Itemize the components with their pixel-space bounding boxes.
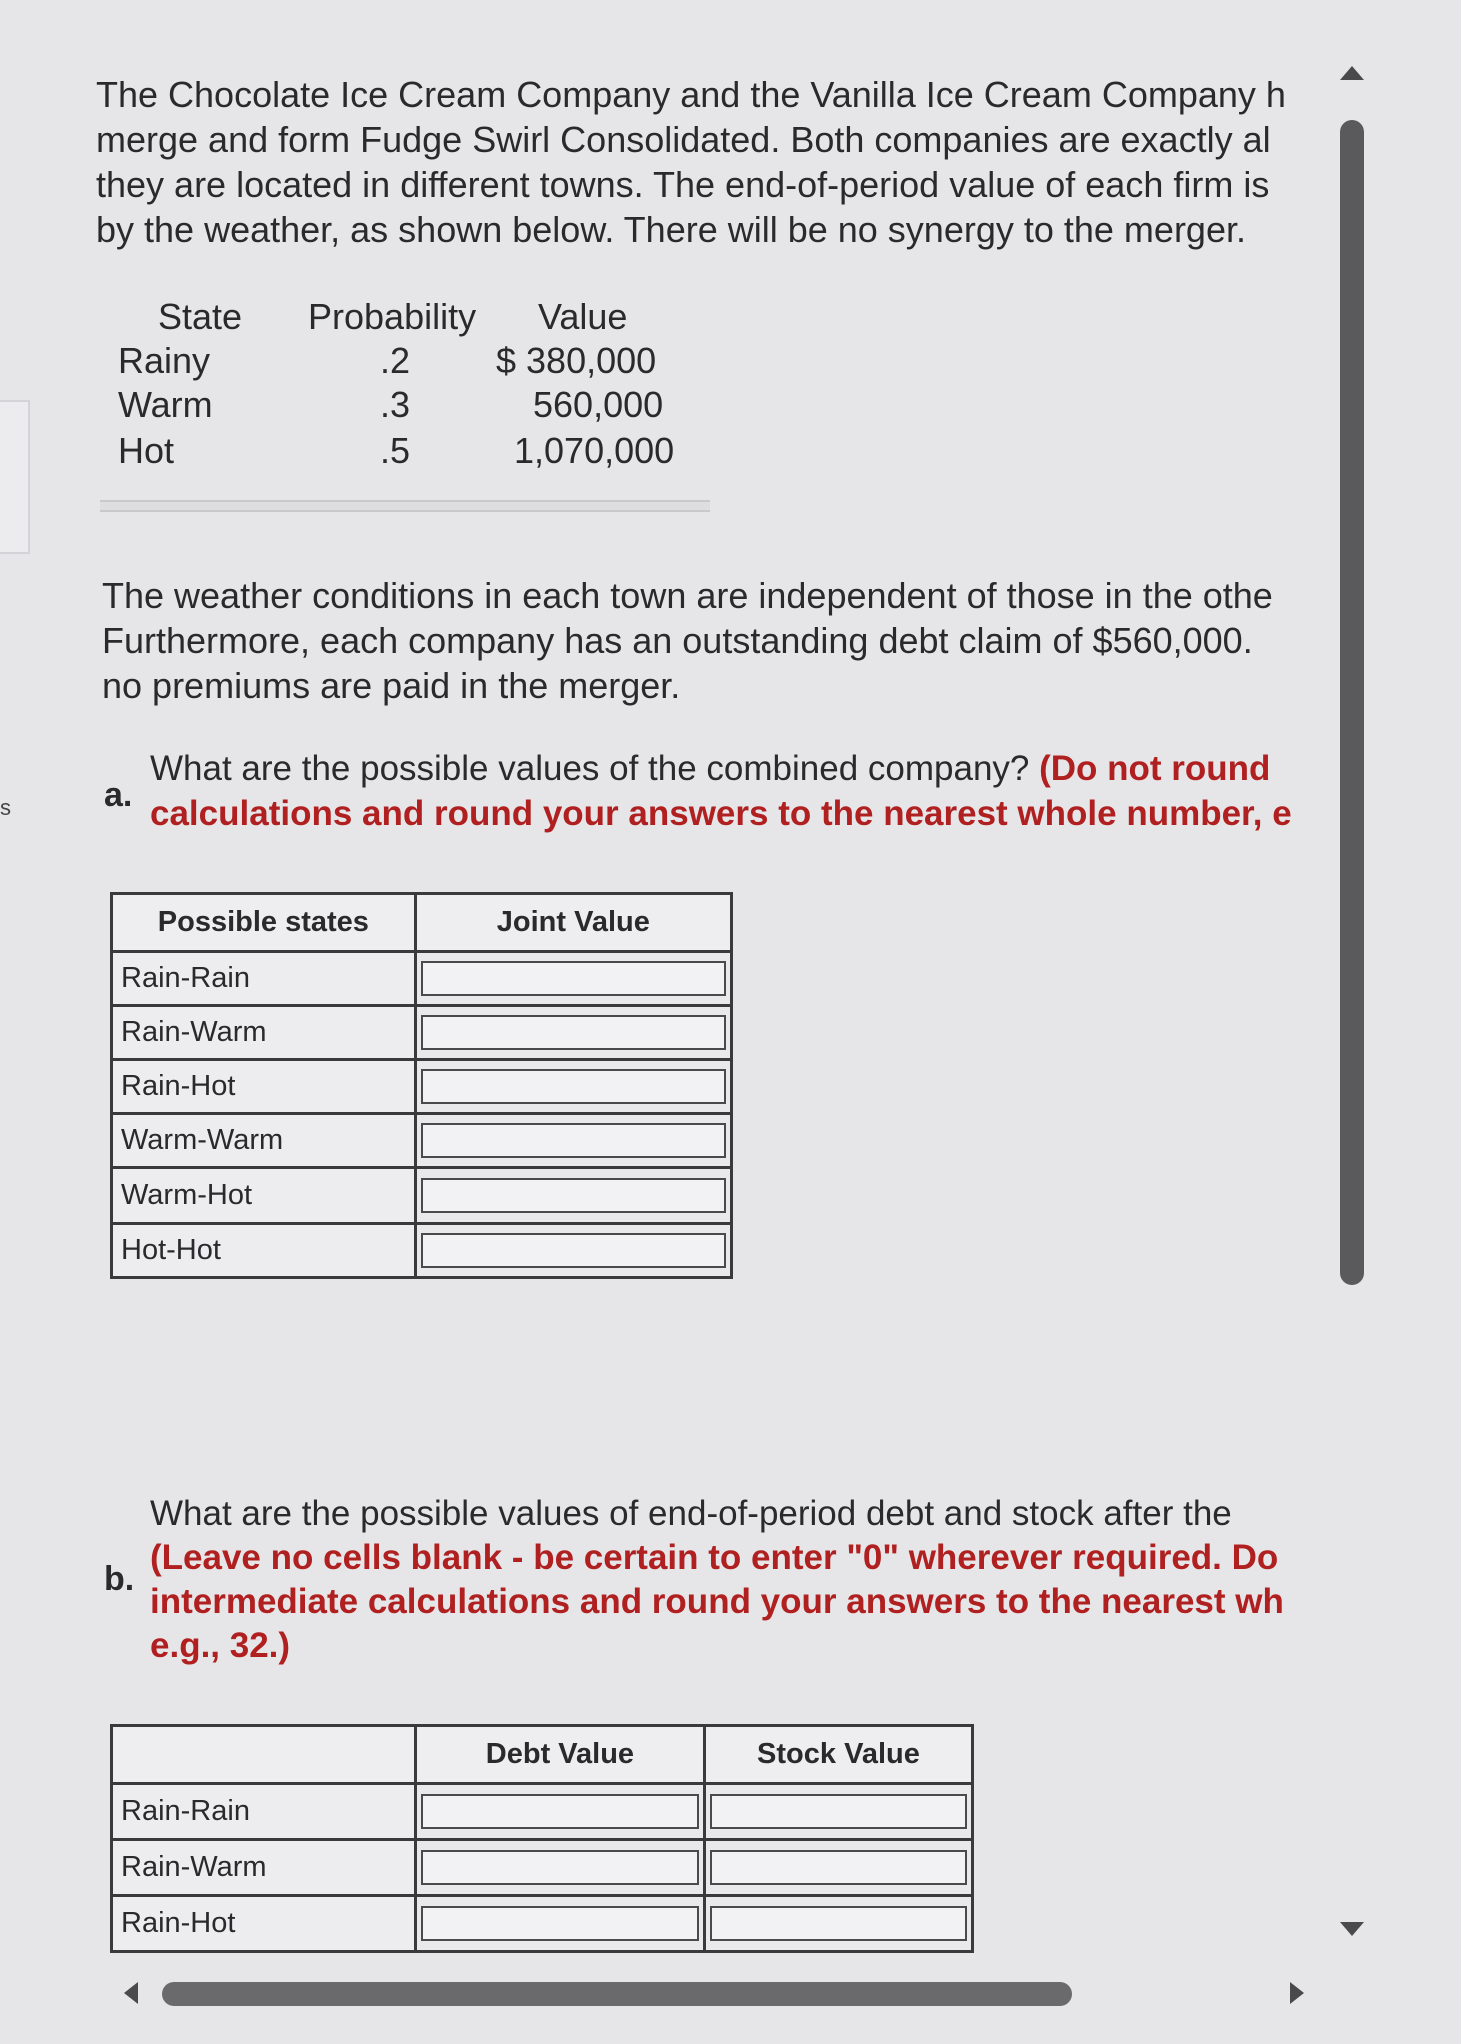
question-b-text: What are the possible values of end-of-period debt and stock after the — [150, 1494, 1232, 1533]
header-value: Value — [538, 296, 628, 337]
scroll-down-arrow-icon[interactable] — [1340, 1922, 1364, 1936]
joint-value-input[interactable] — [421, 961, 726, 996]
question-b-instruction-line: intermediate calculations and round your answers to the nearest wh — [150, 1582, 1284, 1621]
state-label: Hot-Hot — [112, 1224, 416, 1278]
value-warm: 560,000 — [533, 384, 664, 425]
joint-value-table — [110, 892, 733, 1279]
header-state: State — [158, 296, 243, 337]
intro-line: they are located in different towns. The end-of-period value of each firm is — [96, 164, 1270, 205]
table-row — [112, 1114, 732, 1168]
left-panel-edge — [0, 400, 30, 554]
value-rainy: $ 380,000 — [496, 340, 657, 381]
table-row — [112, 1896, 973, 1952]
state-label: Rain-Warm — [112, 1840, 416, 1896]
header-states-blank — [112, 1726, 416, 1784]
state-warm: Warm — [118, 384, 213, 425]
probability-rainy: .2 — [380, 340, 411, 381]
probability-warm: .3 — [380, 384, 411, 425]
table-row — [112, 1168, 732, 1224]
conditions-line: no premiums are paid in the merger. — [102, 665, 681, 706]
conditions-line: The weather conditions in each town are independent of those in the othe — [102, 575, 1273, 616]
vertical-scroll-thumb[interactable] — [1340, 120, 1364, 1285]
table-header-row — [112, 1726, 973, 1784]
state-label: Rain-Rain — [112, 1784, 416, 1840]
scroll-up-arrow-icon[interactable] — [1340, 66, 1364, 80]
table-row — [112, 1224, 732, 1278]
stock-value-input[interactable] — [710, 1850, 967, 1885]
header-probability: Probability — [308, 296, 477, 337]
state-label: Rain-Hot — [112, 1896, 416, 1952]
table-row — [112, 1784, 973, 1840]
left-edge-mark: s — [0, 795, 11, 820]
state-label: Rain-Rain — [112, 952, 416, 1006]
question-a-instruction-line: calculations and round your answers to the nearest whole number, e — [150, 794, 1292, 833]
intro-line: The Chocolate Ice Cream Company and the Vanilla Ice Cream Company h — [96, 74, 1286, 115]
debt-stock-table — [110, 1724, 974, 1953]
joint-value-input[interactable] — [421, 1233, 726, 1268]
table-row — [112, 1006, 732, 1060]
question-a-line — [150, 746, 1292, 791]
state-hot: Hot — [118, 430, 175, 471]
question-b-instruction-line: (Leave no cells blank - be certain to enter "0" wherever required. Do — [150, 1538, 1279, 1577]
question-b-letter: b. — [104, 1560, 135, 1598]
table-row — [112, 952, 732, 1006]
intro-line: merge and form Fudge Swirl Consolidated. Both companies are exactly al — [96, 119, 1271, 160]
header-possible-states: Possible states — [112, 894, 416, 952]
joint-value-input[interactable] — [421, 1015, 726, 1050]
scroll-right-arrow-icon[interactable] — [1290, 1982, 1304, 2004]
table-header-row — [112, 894, 732, 952]
intro-paragraph — [96, 72, 1356, 252]
conditions-line: Furthermore, each company has an outstanding debt claim of $560,000. — [102, 620, 1253, 661]
question-a — [150, 746, 1292, 836]
horizontal-scroll-thumb[interactable] — [162, 1982, 1072, 2006]
stock-value-input[interactable] — [710, 1794, 967, 1829]
table-divider — [100, 500, 710, 512]
joint-value-input[interactable] — [421, 1178, 726, 1213]
joint-value-input[interactable] — [421, 1123, 726, 1158]
state-label: Rain-Hot — [112, 1060, 416, 1114]
header-joint-value: Joint Value — [415, 894, 731, 952]
intro-line: by the weather, as shown below. There will be no synergy to the merger. — [96, 209, 1246, 250]
vertical-scrollbar[interactable] — [1340, 120, 1364, 1285]
debt-value-input[interactable] — [421, 1850, 699, 1885]
conditions-paragraph — [102, 573, 1273, 708]
header-stock-value: Stock Value — [704, 1726, 972, 1784]
stock-value-input[interactable] — [710, 1906, 967, 1941]
value-hot: 1,070,000 — [514, 430, 675, 471]
debt-value-input[interactable] — [421, 1906, 699, 1941]
scroll-left-arrow-icon[interactable] — [124, 1982, 138, 2004]
header-debt-value: Debt Value — [415, 1726, 704, 1784]
table-row — [112, 1060, 732, 1114]
state-label: Warm-Warm — [112, 1114, 416, 1168]
question-a-text: What are the possible values of the combined company? — [150, 749, 1040, 788]
state-label: Warm-Hot — [112, 1168, 416, 1224]
state-rainy: Rainy — [118, 340, 211, 381]
debt-value-input[interactable] — [421, 1794, 699, 1829]
state-label: Rain-Warm — [112, 1006, 416, 1060]
question-a-letter: a. — [104, 776, 133, 814]
joint-value-input[interactable] — [421, 1069, 726, 1104]
probability-hot: .5 — [380, 430, 411, 471]
question-b-instruction-line: e.g., 32.) — [150, 1626, 291, 1665]
question-b — [150, 1492, 1284, 1668]
table-row — [112, 1840, 973, 1896]
question-a-instruction: (Do not round — [1039, 749, 1271, 788]
